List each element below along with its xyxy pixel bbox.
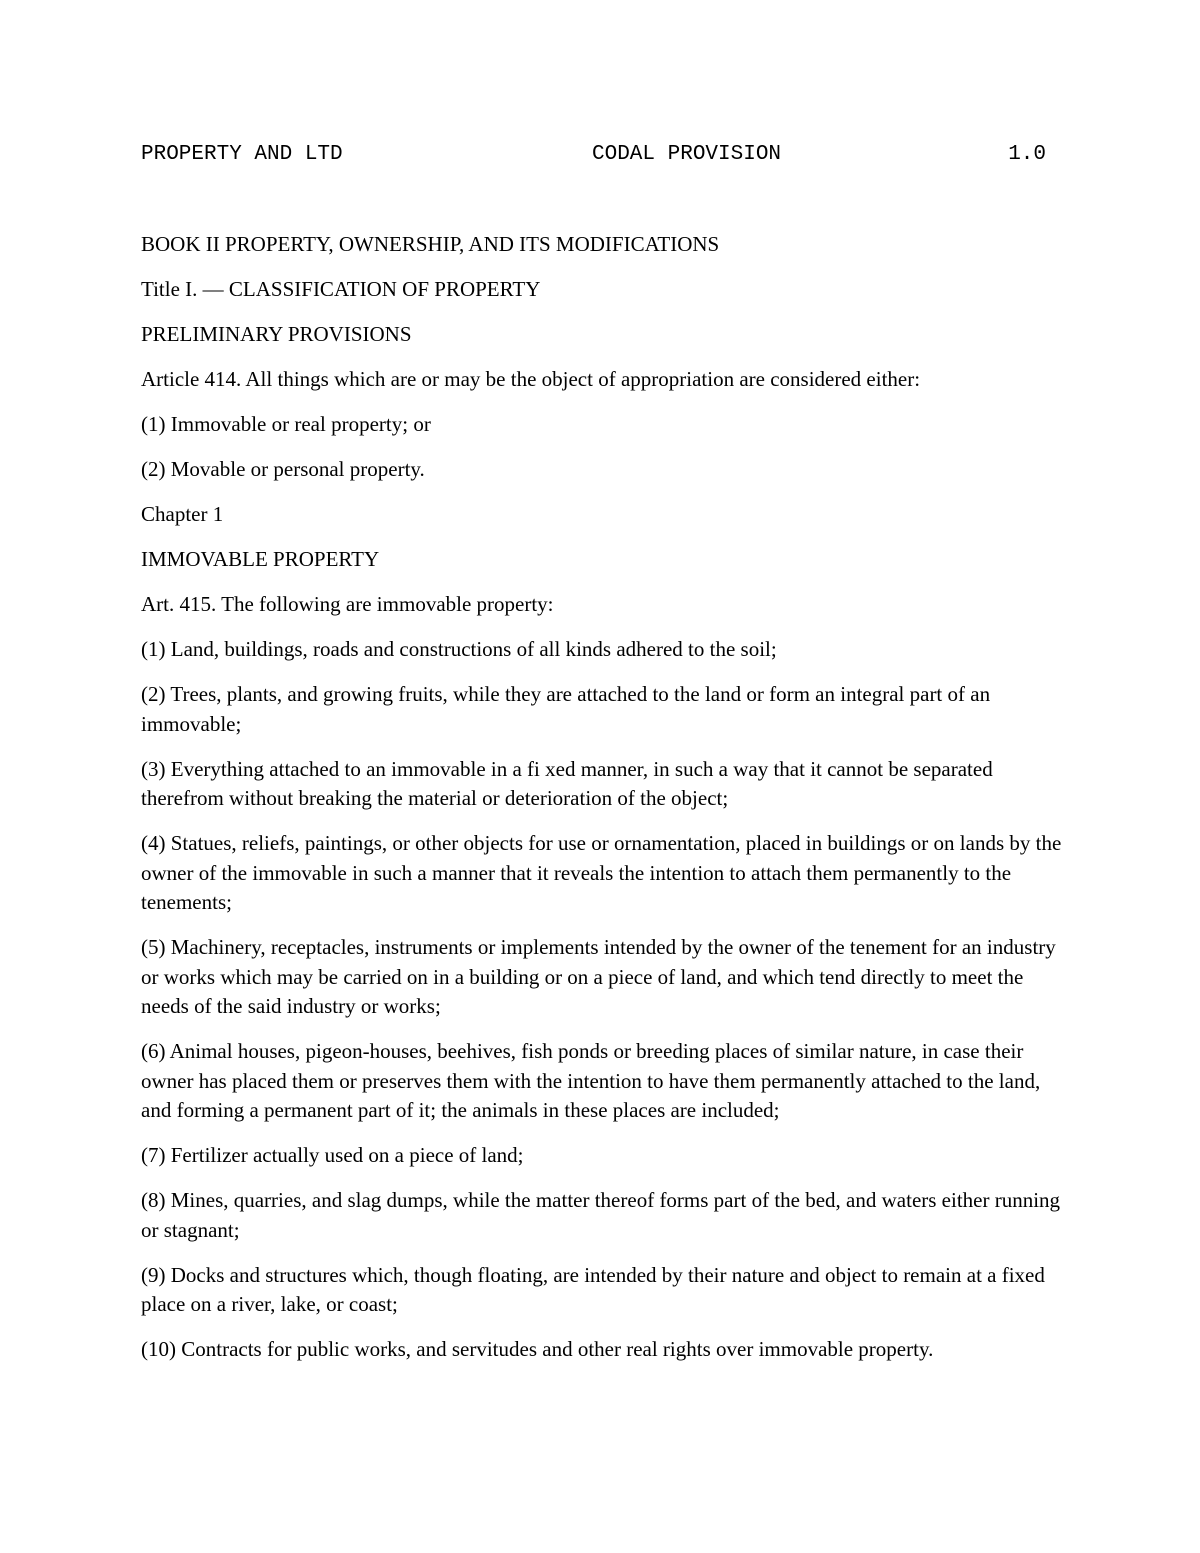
chapter-title: IMMOVABLE PROPERTY — [141, 547, 380, 571]
article-415-item-2: (2) Trees, plants, and growing fruits, while they are attached to the land or form an integral part of an immovable; — [141, 682, 991, 736]
article-414: Article 414. All things which are or may be the object of appropriation are considered either: — [141, 367, 921, 391]
article-415-item-4: (4) Statues, reliefs, paintings, or other objects for use or ornamentation, placed in buildings or on lands by the owner of the immovable in such a manner that it reveals the intention to attach them permanently to the tenements; — [141, 831, 1062, 914]
section-heading: PRELIMINARY PROVISIONS — [141, 322, 412, 346]
article-415-item-6: (6) Animal houses, pigeon-houses, beehives, fish ponds or breeding places of similar nature, in case their owner has placed them or preserves them with the intention to have them permanently attached to the land, and forming a permanent part of it; the animals in these places are included; — [141, 1039, 1041, 1122]
article-415-item-1: (1) Land, buildings, roads and constructions of all kinds adhered to the soil; — [141, 637, 777, 661]
page-header — [141, 141, 1046, 169]
article-415-item-10: (10) Contracts for public works, and servitudes and other real rights over immovable property. — [141, 1337, 934, 1361]
article-414-item-1: (1) Immovable or real property; or — [141, 412, 431, 436]
header-page-number: 1.0 — [1008, 143, 1046, 166]
article-415-item-3: (3) Everything attached to an immovable in a fi xed manner, in such a way that it cannot be separated therefrom without breaking the material or deterioration of the object; — [141, 756, 993, 810]
article-415-item-7: (7) Fertilizer actually used on a piece of land; — [141, 1143, 524, 1167]
header-center-text: CODAL PROVISION — [592, 143, 782, 166]
article-415-item-9: (9) Docks and structures which, though floating, are intended by their nature and object to remain at a fixed place on a river, lake, or coast; — [141, 1262, 1045, 1316]
article-415-item-8: (8) Mines, quarries, and slag dumps, while the matter thereof forms part of the bed, and waters either running or stagnant; — [141, 1188, 1061, 1242]
document-body — [141, 230, 1066, 1380]
title-heading: Title I. — CLASSIFICATION OF PROPERTY — [141, 277, 541, 301]
chapter-heading: Chapter 1 — [141, 502, 224, 526]
article-415: Art. 415. The following are immovable property: — [141, 592, 554, 616]
article-415-item-5: (5) Machinery, receptacles, instruments or implements intended by the owner of the tenement for an industry or works which may be carried on in a building or on a piece of land, and which tend directly to meet the needs of the said industry or works; — [141, 935, 1056, 1018]
article-414-item-2: (2) Movable or personal property. — [141, 457, 425, 481]
book-heading: BOOK II PROPERTY, OWNERSHIP, AND ITS MODIFICATIONS — [141, 232, 720, 256]
header-left-text: PROPERTY AND LTD — [141, 143, 343, 166]
